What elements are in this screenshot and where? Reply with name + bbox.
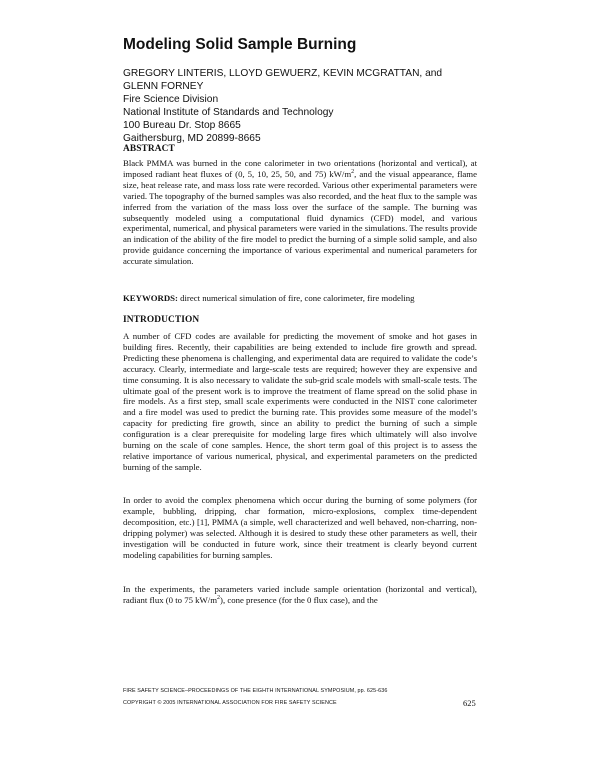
- paper-title: Modeling Solid Sample Burning: [123, 36, 357, 53]
- author-institute: National Institute of Standards and Technology: [123, 107, 334, 118]
- author-names-line-2: GLENN FORNEY: [123, 81, 204, 92]
- keywords-text: direct numerical simulation of fire, cone calorimeter, fire modeling: [177, 293, 415, 303]
- introduction-paragraph-3: [123, 584, 477, 606]
- abstract-text-part-2: , and the visual appearance, flame size, heat release rate, and mass loss rate were recorded. Various other experimental parameters were varied. The topography of the burned samples was also recorded, and the heat flux to the sample was inferred from the variation of the mass loss over the surface of the sample. The burning was subsequently modeled using a computational fluid dynamics (CFD) model, and various experimental, numerical, and physical parameters were varied in the simulations. The results provide an indication of the ability of the fire model to predict the burning of a simple solid sample, and also provide guidance concerning the importance of various experimental and numerical parameters for accurate simulation.: [123, 168, 477, 267]
- introduction-paragraph-3-part-1: In the experiments, the parameters varied include sample orientation (horizontal and vertical), radiant flux (0 to 75 kW/m: [123, 584, 477, 605]
- author-block: [123, 67, 483, 145]
- introduction-heading: INTRODUCTION: [123, 315, 200, 325]
- abstract-superscript: 2: [351, 169, 355, 175]
- page-number: 625: [463, 698, 476, 708]
- introduction-paragraph-1: A number of CFD codes are available for predicting the movement of smoke and hot gases in building fires. Recently, their capabilities are being extended to include fire growth and spread. Predicting these phenomena is challenging, and experimental data are required to validate the code’s accuracy. Clearly, intermediate and large-scale tests are required; however they are expensive and time consuming. It is also necessary to validate the sub-grid scale models with small-scale tests. The ultimate goal of the present work is to improve the treatment of flame spread on the solid phase in fire models. As a first step, small scale experiments were conducted in the NIST cone calorimeter and a fire model was used to predict the burning rate. This provides some measure of the model’s capacity for predicting fire growth, since an ability to predict the burning of such a simple configuration is a clear prerequisite for modeling large fires which ultimately will also involve burning on the scale of cone samples. Hence, the short term goal of this project is to assess the relative importance of various numerical, physical, and experimental parameters on the predicted burning of the sample.: [123, 331, 477, 472]
- author-street: 100 Bureau Dr. Stop 8665: [123, 120, 241, 131]
- introduction-paragraph-2: In order to avoid the complex phenomena which occur during the burning of some polymers (for example, bubbling, dripping, char formation, micro-explosions, complex time-dependent decomposition, etc.) [1], PMMA (a simple, well characterized and well behaved, non-charring, non-dripping polymer) was selected. Although it is desired to study these other parameters as well, their investigation will be conducted in future work, since their treatment is clearly beyond current modeling capabilities for burning samples.: [123, 495, 477, 560]
- footer-copyright: COPYRIGHT © 2005 INTERNATIONAL ASSOCIATION FOR FIRE SAFETY SCIENCE: [123, 700, 337, 706]
- abstract-heading: ABSTRACT: [123, 144, 175, 154]
- author-city: Gaithersburg, MD 20899-8665: [123, 133, 261, 144]
- author-division: Fire Science Division: [123, 94, 219, 105]
- introduction-paragraph-3-part-2: ), cone presence (for the 0 flux case), and the: [220, 594, 378, 605]
- abstract-text-part-1: Black PMMA was burned in the cone calorimeter in two orientations (horizontal and vertical), at imposed radiant heat fluxes of (0, 5, 10, 25, 50, and 75) kW/m: [123, 158, 477, 179]
- introduction-paragraph-3-superscript: 2: [217, 595, 221, 601]
- footer-proceedings: FIRE SAFETY SCIENCE–PROCEEDINGS OF THE EIGHTH INTERNATIONAL SYMPOSIUM, pp. 625-636: [123, 688, 388, 694]
- abstract-text: [123, 158, 477, 267]
- keywords-label: KEYWORDS:: [123, 293, 178, 303]
- keywords-line: [123, 293, 483, 303]
- author-names-line-1: GREGORY LINTERIS, LLOYD GEWUERZ, KEVIN MCGRATTAN, and: [123, 68, 443, 79]
